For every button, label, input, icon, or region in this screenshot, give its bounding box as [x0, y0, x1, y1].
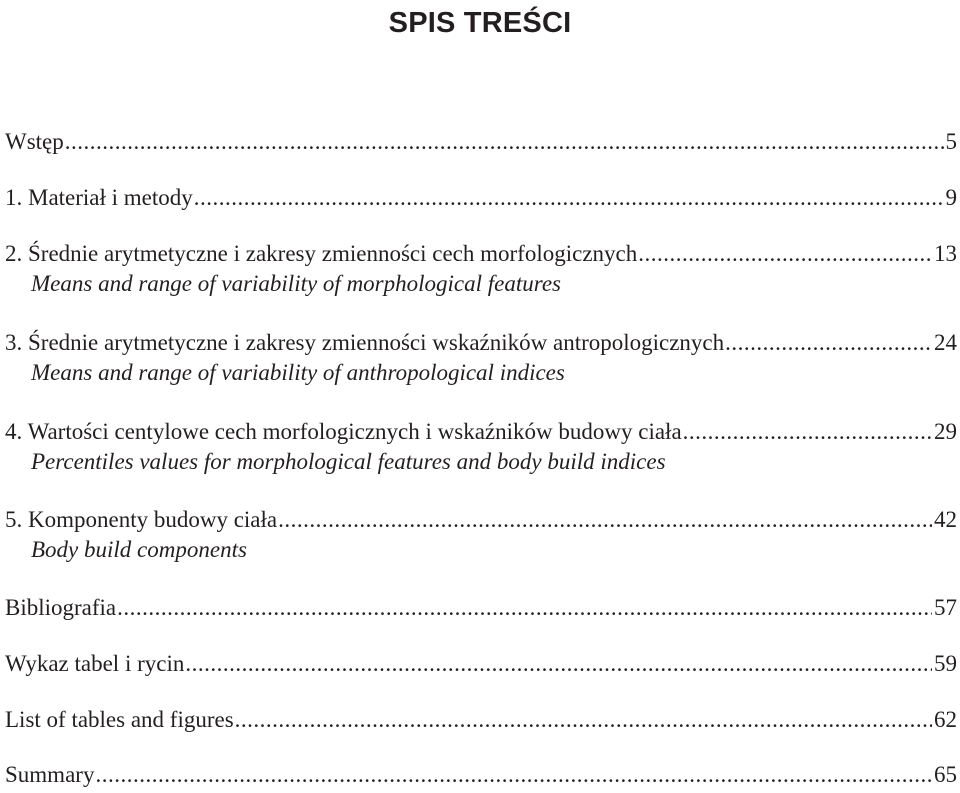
- toc-entry-page: 9: [945, 185, 957, 210]
- toc-entry-label: 4. Wartości centylowe cech morfologicznych i wskaźników budowy ciała: [5, 419, 682, 444]
- toc-entry-bibliografia[interactable]: [5, 593, 957, 623]
- toc-entry-subtitle: Means and range of variability of anthropological indices: [31, 360, 565, 385]
- toc-entry-label: Wykaz tabel i rycin: [5, 651, 185, 676]
- toc-entry-page: 59: [934, 651, 957, 676]
- toc-entry-page: 29: [934, 419, 957, 444]
- toc-entry-label: Bibliografia: [5, 595, 117, 620]
- toc-entry-page: 57: [934, 595, 957, 620]
- toc-entry-list-of-tables-and-figures[interactable]: [5, 705, 957, 735]
- toc-entry-page: 24: [934, 330, 957, 355]
- toc-entry-label: 5. Komponenty budowy ciała: [5, 507, 278, 532]
- toc-entry-komponenty-budowy-ciala[interactable]: [5, 505, 957, 565]
- toc-entry-wartosci-centylowe[interactable]: [5, 417, 957, 477]
- toc-entry-label: 2. Średnie arytmetyczne i zakresy zmienności cech morfologicznych: [5, 241, 638, 266]
- dot-leader: [638, 239, 932, 269]
- toc-entry-page: 13: [934, 241, 957, 266]
- page-title: SPIS TREŚCI: [388, 7, 572, 39]
- toc-entry-label: List of tables and figures: [5, 707, 234, 732]
- dot-leader: [194, 183, 944, 213]
- toc-entry-wstep[interactable]: [5, 127, 957, 157]
- toc-entry-label: 1. Materiał i metody: [5, 185, 193, 210]
- toc-entry-subtitle: Means and range of variability of morphological features: [31, 271, 562, 296]
- dot-leader: [278, 505, 932, 535]
- toc-entry-page: 65: [934, 762, 957, 787]
- toc-entry-wykaz-tabel-i-rycin[interactable]: [5, 649, 957, 679]
- dot-leader: [117, 593, 932, 623]
- dot-leader: [235, 705, 932, 735]
- toc-entry-label: Summary: [5, 762, 95, 787]
- toc-entry-cechy-morfologiczne[interactable]: [5, 239, 957, 299]
- toc-entry-summary[interactable]: [5, 760, 957, 790]
- toc-entry-material-i-metody[interactable]: [5, 183, 957, 213]
- dot-leader: [185, 649, 932, 679]
- toc-entry-page: 62: [934, 707, 957, 732]
- dot-leader: [95, 760, 932, 790]
- toc-entry-page: 42: [934, 507, 957, 532]
- toc-entry-wskazniki-antropologiczne[interactable]: [5, 328, 957, 388]
- toc-entry-subtitle: Body build components: [31, 537, 247, 562]
- dot-leader: [683, 417, 932, 447]
- toc-entry-page: 5: [945, 129, 957, 154]
- dot-leader: [725, 328, 932, 358]
- toc-entry-label: 3. Średnie arytmetyczne i zakresy zmienności wskaźników antropologicznych: [5, 330, 725, 355]
- toc-entry-subtitle: Percentiles values for morphological features and body build indices: [31, 449, 666, 474]
- dot-leader: [65, 127, 944, 157]
- toc-entry-label: Wstęp: [5, 129, 64, 154]
